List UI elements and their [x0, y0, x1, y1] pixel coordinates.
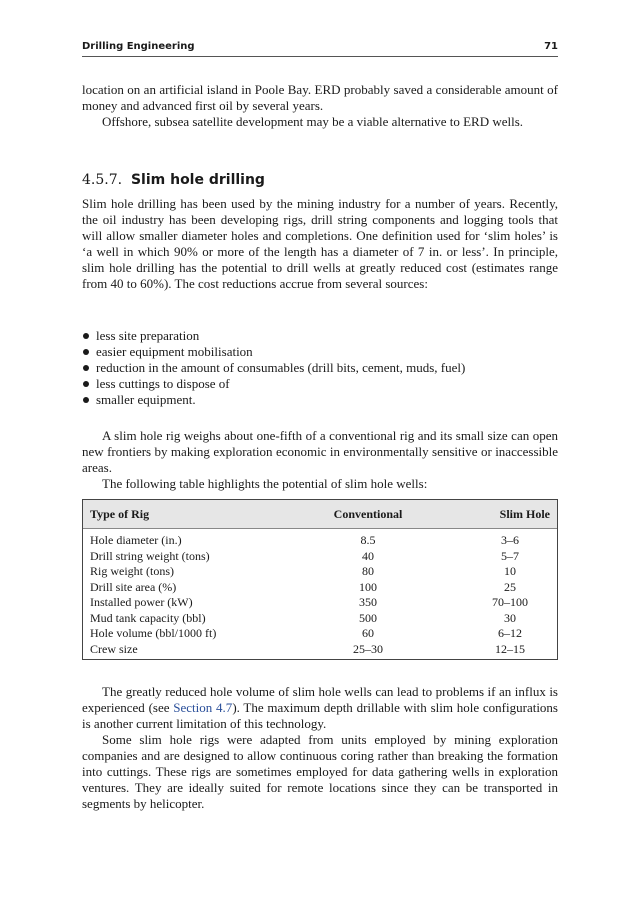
list-item: smaller equipment.: [82, 392, 558, 408]
running-header: [82, 38, 558, 57]
section-number: 4.5.7.: [82, 172, 123, 188]
table-row: Hole diameter (in.) 8.5 3–6: [90, 533, 519, 547]
intro-text: [82, 82, 558, 130]
column-header: Slim Hole: [499, 507, 550, 521]
section-link[interactable]: Section 4.7: [173, 700, 233, 715]
table-row: Drill string weight (tons) 40 5–7: [90, 548, 519, 563]
table-row: Drill site area (%) 100 25: [90, 579, 516, 594]
paragraph: location on an artificial island in Poole Bay. ERD probably saved a considerable amount of money and advanced first oil by several years.: [82, 82, 558, 113]
page-number: 71: [544, 41, 558, 52]
table-row: Hole volume (bbl/1000 ft) 60 6–12: [90, 626, 522, 640]
bullet-icon: [83, 365, 89, 371]
section-title: Slim hole drilling: [130, 172, 265, 188]
table-row: Crew size 25–30 12–15: [90, 641, 525, 656]
paragraph: Slim hole drilling has been used by the mining industry for a number of years. Recently, the oil industry has been developing rigs, drill string components and logging tools that will allow smaller diameter holes and completions. One definition used for ‘slim holes’ is ‘a well in which 90% or more of the length has a diameter of 7 in. or less’. In principle, slim hole drilling has the potential to drill wells at greatly reduced cost (estimates range from 40 to 60%). The cost reductions accrue from several sources:: [82, 196, 558, 291]
section-heading: [82, 172, 265, 188]
list-item: less site preparation: [82, 328, 558, 344]
column-header: Conventional: [333, 507, 403, 521]
rig-comparison-table: [82, 499, 558, 660]
table-row: Rig weight (tons) 80 10: [90, 564, 516, 578]
slim-hole-text: [82, 196, 558, 292]
rig-text: [82, 428, 558, 492]
bullet-icon: [83, 397, 89, 403]
paragraph: Offshore, subsea satellite development may be a viable alternative to ERD wells.: [102, 114, 524, 129]
closing-text: [82, 684, 558, 812]
paragraph: Some slim hole rigs were adapted from units employed by mining exploration companies and are designed to allow continuous coring rather than breaking the formation into cuttings. These rigs are sometimes employed for data gathering wells in exploration ventures. They are ideally suited for remote locations since they can be transported in segments by helicopter.: [82, 732, 558, 811]
table-header: [83, 500, 557, 529]
paragraph: The greatly reduced hole volume of slim hole wells can lead to problems if an influx is experienced (see Section 4.7). The maximum depth drillable with slim hole configurations is another current limitation of this technology.: [82, 684, 558, 731]
bullet-icon: [83, 349, 89, 355]
book-title: Drilling Engineering: [82, 41, 195, 52]
cost-reduction-list: [82, 328, 558, 408]
paragraph: A slim hole rig weighs about one-fifth of a conventional rig and its small size can open new frontiers by making exploration economic in environmentally sensitive or inaccessible areas.: [82, 428, 558, 475]
list-item: reduction in the amount of consumables (drill bits, cement, muds, fuel): [82, 360, 558, 376]
paragraph: The following table highlights the potential of slim hole wells:: [102, 476, 428, 491]
list-item: easier equipment mobilisation: [82, 344, 558, 360]
column-header: Type of Rig: [90, 507, 150, 521]
bullet-icon: [83, 381, 89, 387]
table-row: Installed power (kW) 350 70–100: [90, 595, 528, 609]
table-row: Mud tank capacity (bbl) 500 30: [90, 610, 516, 625]
bullet-icon: [83, 333, 89, 339]
list-item: less cuttings to dispose of: [82, 376, 558, 392]
